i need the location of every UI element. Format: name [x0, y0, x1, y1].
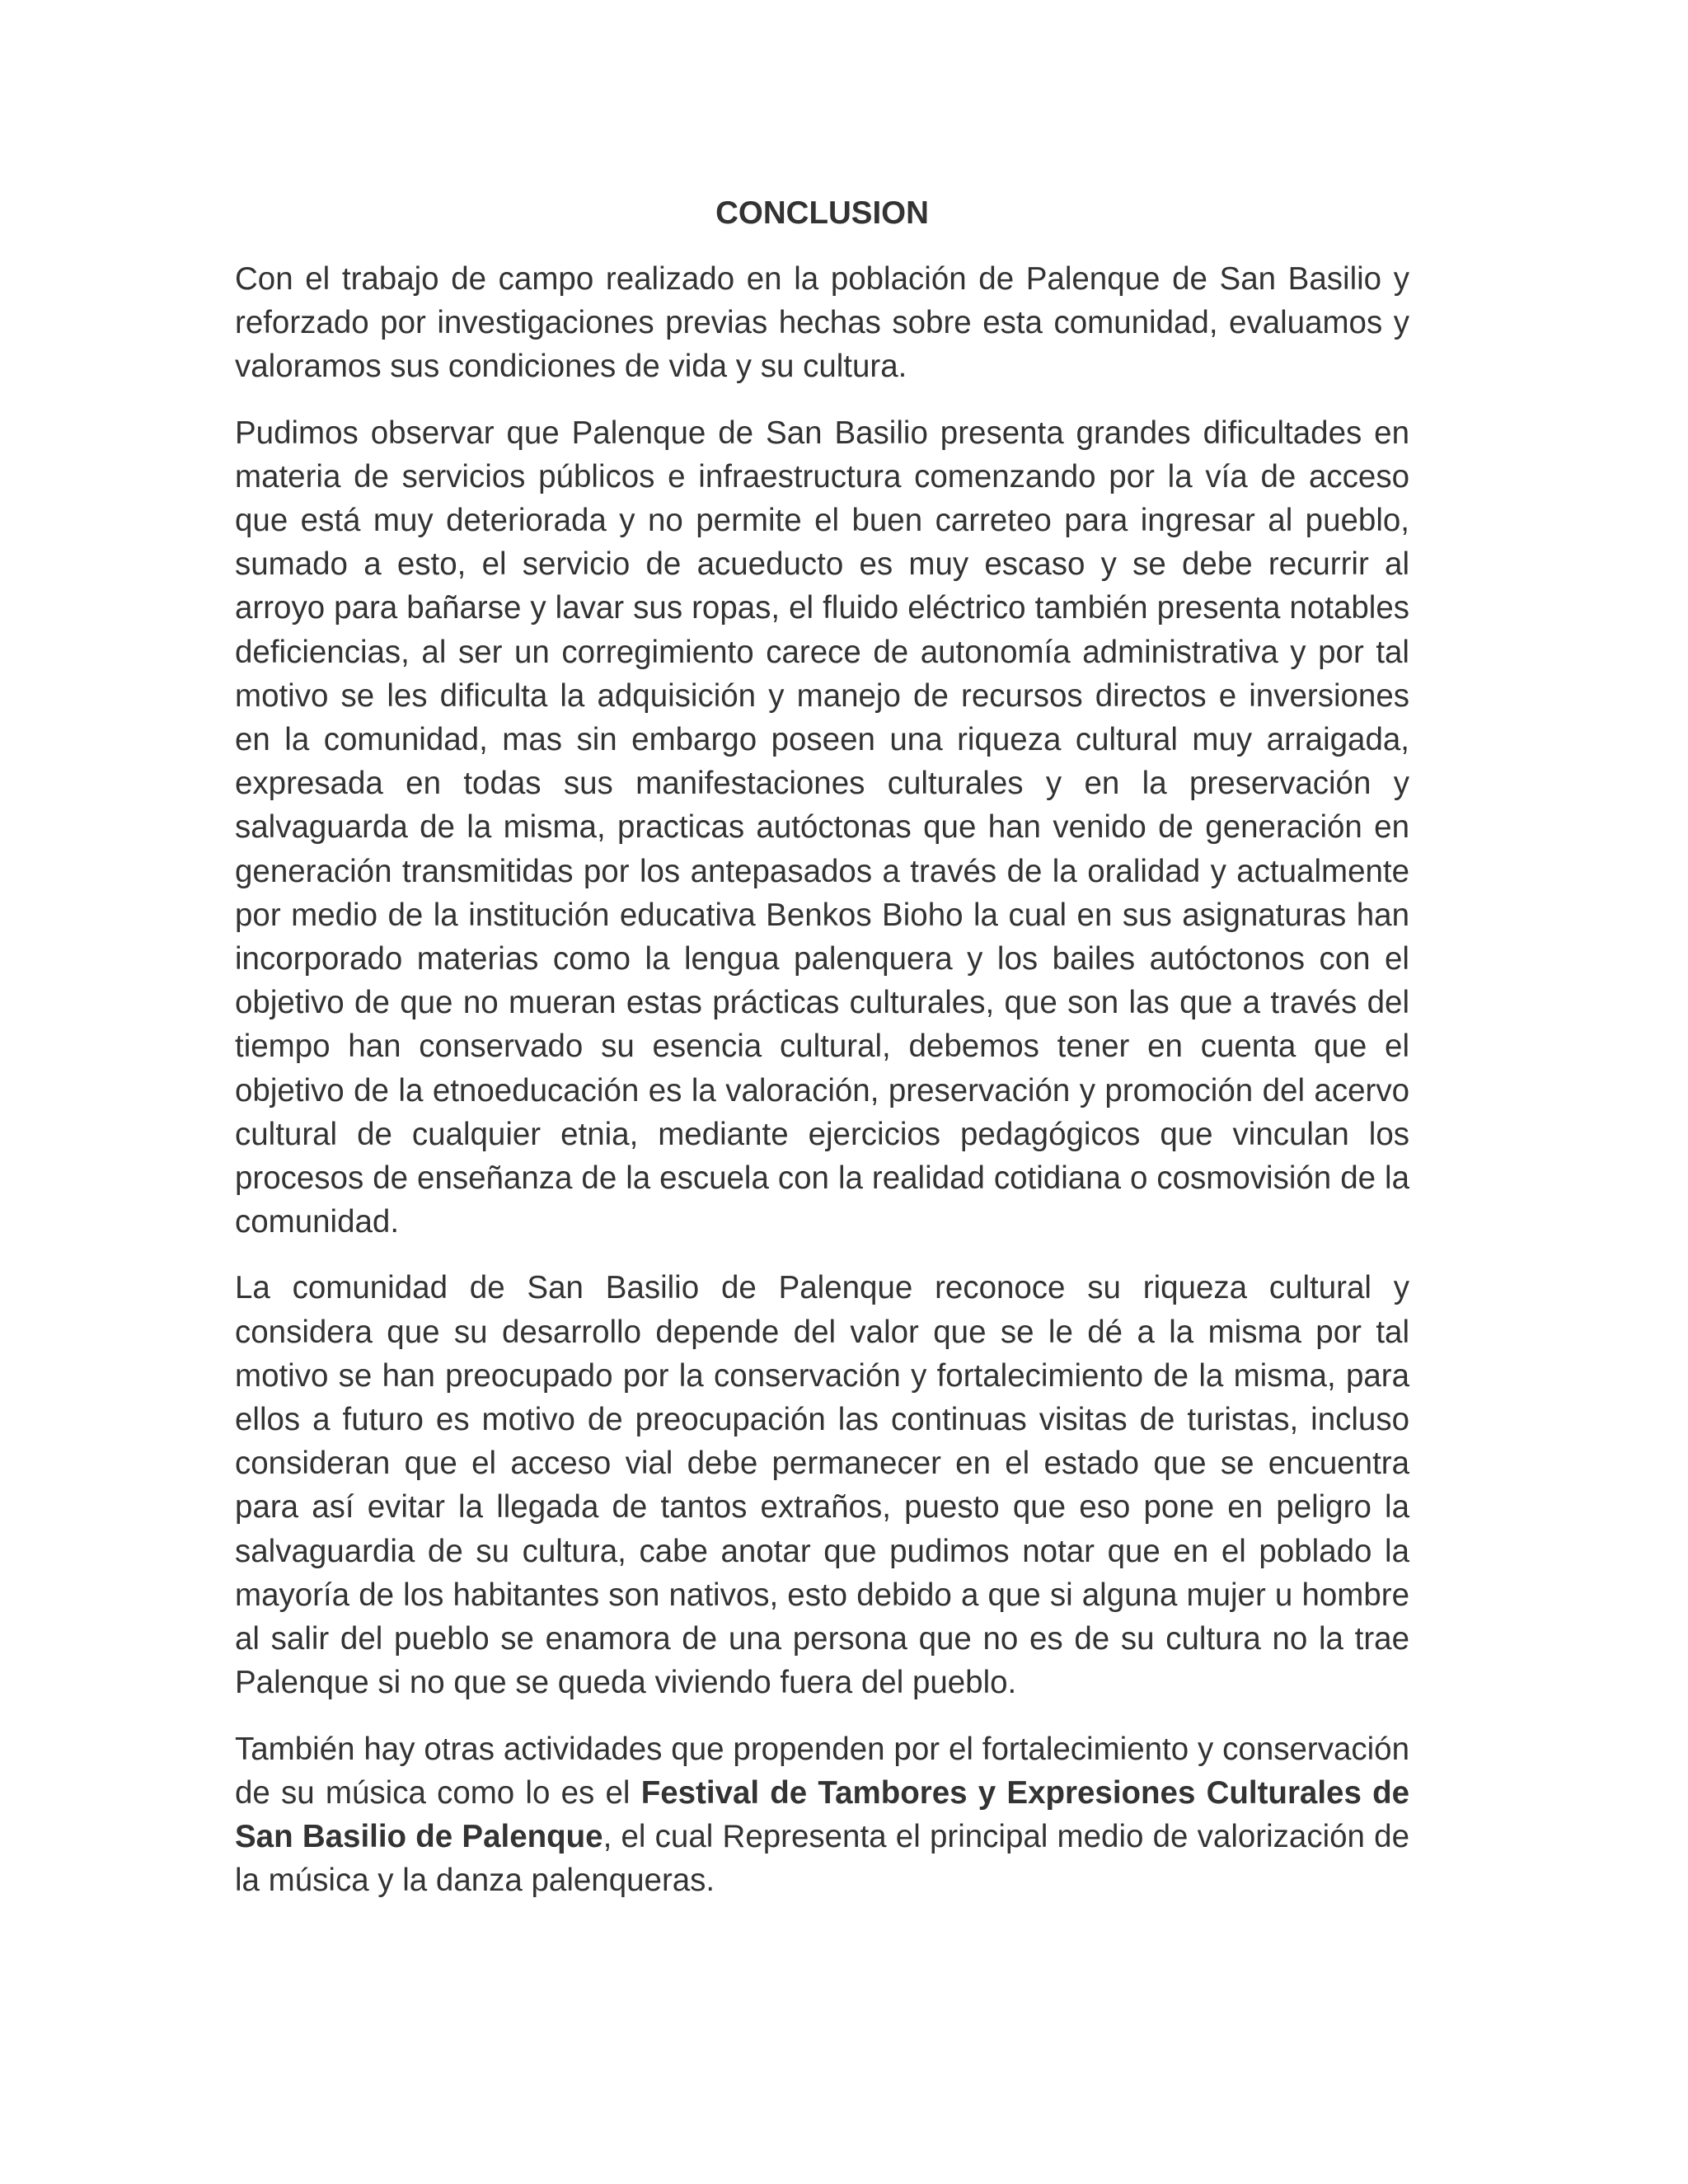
paragraph-festival-tail: , el cual Representa el principal medio de valorización de la música y la danza palenqueras.: [235, 1818, 1409, 1899]
document-body: [235, 191, 1409, 1924]
festival-name: Festival de Tambores y Expresiones Culturales de San Basilio de Palenque: [235, 1774, 1410, 1854]
page-title: CONCLUSION: [715, 195, 929, 231]
paragraph-community: La comunidad de San Basilio de Palenque reconoce su riqueza cultural y considera que su desarrollo depende del valor que se le dé a la misma por tal motivo se han preocupado por la conservación y fortalecimiento de la misma, para ellos a futuro es motivo de preocupación las continuas visitas de turistas, incluso consideran que el acceso vial debe permanecer en el estado que se encuentra para así evitar la llegada de tantos extraños, puesto que eso pone en peligro la salvaguardia de su cultura, cabe anotar que pudimos notar que en el poblado la mayoría de los habitantes son nativos, esto debido a que si alguna mujer u hombre al salir del pueblo se enamora de una persona que no es de su cultura no la trae Palenque si no que se queda viviendo fuera del pueblo.: [235, 1270, 1409, 1701]
paragraph-observations: Pudimos observar que Palenque de San Basilio presenta grandes dificultades en materia de servicios públicos e infraestructura comenzando por la vía de acceso que está muy deteriorada y no permite el buen carreteo para ingresar al pueblo, sumado a esto, el servicio de acueducto es muy escaso y se debe recurrir al arroyo para bañarse y lavar sus ropas, el fluido eléctrico también presenta notables deficiencias, al ser un corregimiento carece de autonomía administrativa y por tal motivo se les dificulta la adquisición y manejo de recursos directos e inversiones en la comunidad, mas sin embargo poseen una riqueza cultural muy arraigada, expresada en todas sus manifestaciones culturales y en la preservación y salvaguarda de la misma, practicas autóctonas que han venido de generación en generación transmitidas por los antepasados a través de la oralidad y actualmente por medio de la institución educativa Benkos Bioho la cual en sus asignaturas han incorporado materias como la lengua palenquera y los bailes autóctonos con el objetivo de que no mueran estas prácticas culturales, que son las que a través del tiempo han conservado su esencia cultural, debemos tener en cuenta que el objetivo de la etnoeducación es la valoración, preservación y promoción del acervo cultural de cualquier etnia, mediante ejercicios pedagógicos que vinculan los procesos de enseñanza de la escuela con la realidad cotidiana o cosmovisión de la comunidad.: [235, 415, 1409, 1240]
paragraph-intro: Con el trabajo de campo realizado en la población de Palenque de San Basilio y reforzado por investigaciones previas hechas sobre esta comunidad, evaluamos y valoramos sus condiciones de vida y su cultura.: [235, 261, 1409, 385]
paragraph-festival: [235, 1727, 1409, 1903]
paragraph-festival-lead: También hay otras actividades que propenden por el fortalecimiento y conservación de su música como lo es el: [235, 1731, 1409, 1811]
